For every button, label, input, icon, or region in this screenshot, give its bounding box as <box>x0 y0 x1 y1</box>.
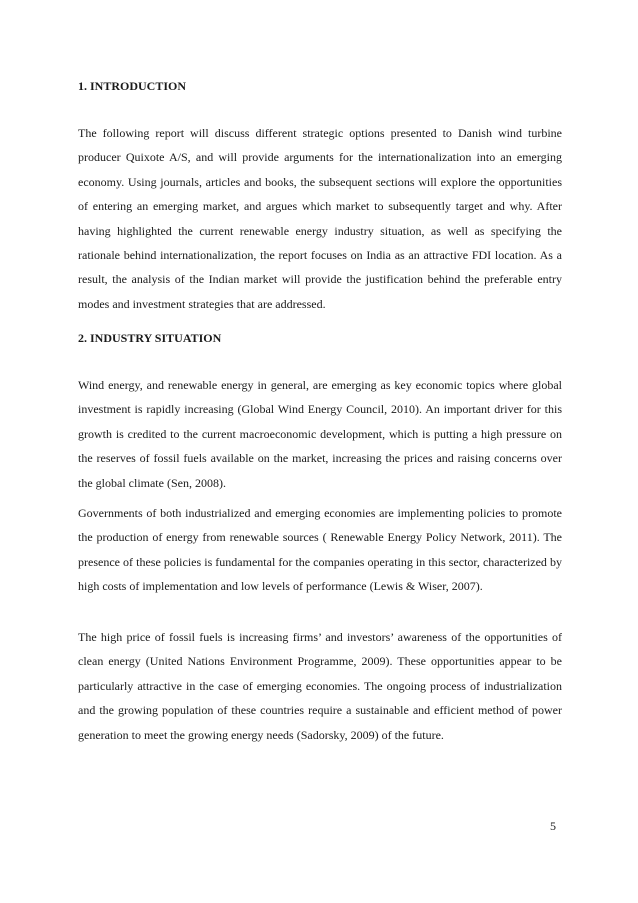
industry-paragraph-2: Governments of both industrialized and emerging economies are implementing policies to promote the production of energy from renewable sources ( Renewable Energy Policy Network, 2011). The presence of these policies is fundamental for the companies operating in this sector, characterized by high costs of implementation and low levels of performance (Lewis & Wiser, 2007). <box>78 506 562 594</box>
industry-paragraph-1: Wind energy, and renewable energy in general, are emerging as key economic topics where global investment is rapidly increasing (Global Wind Energy Council, 2010). An important driver for this growth is credited to the current macroeconomic development, which is putting a high pressure on the reserves of fossil fuels available on the market, increasing the prices and raising concerns over the global climate (Sen, 2008). <box>78 378 562 490</box>
section-heading-industry-situation: 2. INDUSTRY SITUATION <box>78 331 222 345</box>
introduction-paragraph: The following report will discuss different strategic options presented to Danish wind turbine producer Quixote A/S, and will provide arguments for the internationalization into an emerging economy. Using journals, articles and books, the subsequent sections will explore the opportunities of entering an emerging market, and argues which market to subsequently target and why. After having highlighted the current renewable energy industry situation, as well as specifying the rationale behind internationalization, the report focuses on India as an attractive FDI location. As a result, the analysis of the Indian market will provide the justification behind the preferable entry modes and investment strategies that are addressed. <box>78 126 562 311</box>
industry-paragraph-3: The high price of fossil fuels is increasing firms’ and investors’ awareness of the opportunities of clean energy (United Nations Environment Programme, 2009). These opportunities appear to be particularly attractive in the case of emerging economies. The ongoing process of industrialization and the growing population of these countries require a sustainable and efficient method of power generation to meet the growing energy needs (Sadorsky, 2009) of the future. <box>78 630 562 742</box>
section-heading-introduction: 1. INTRODUCTION <box>78 79 187 93</box>
page-number: 5 <box>550 819 556 833</box>
